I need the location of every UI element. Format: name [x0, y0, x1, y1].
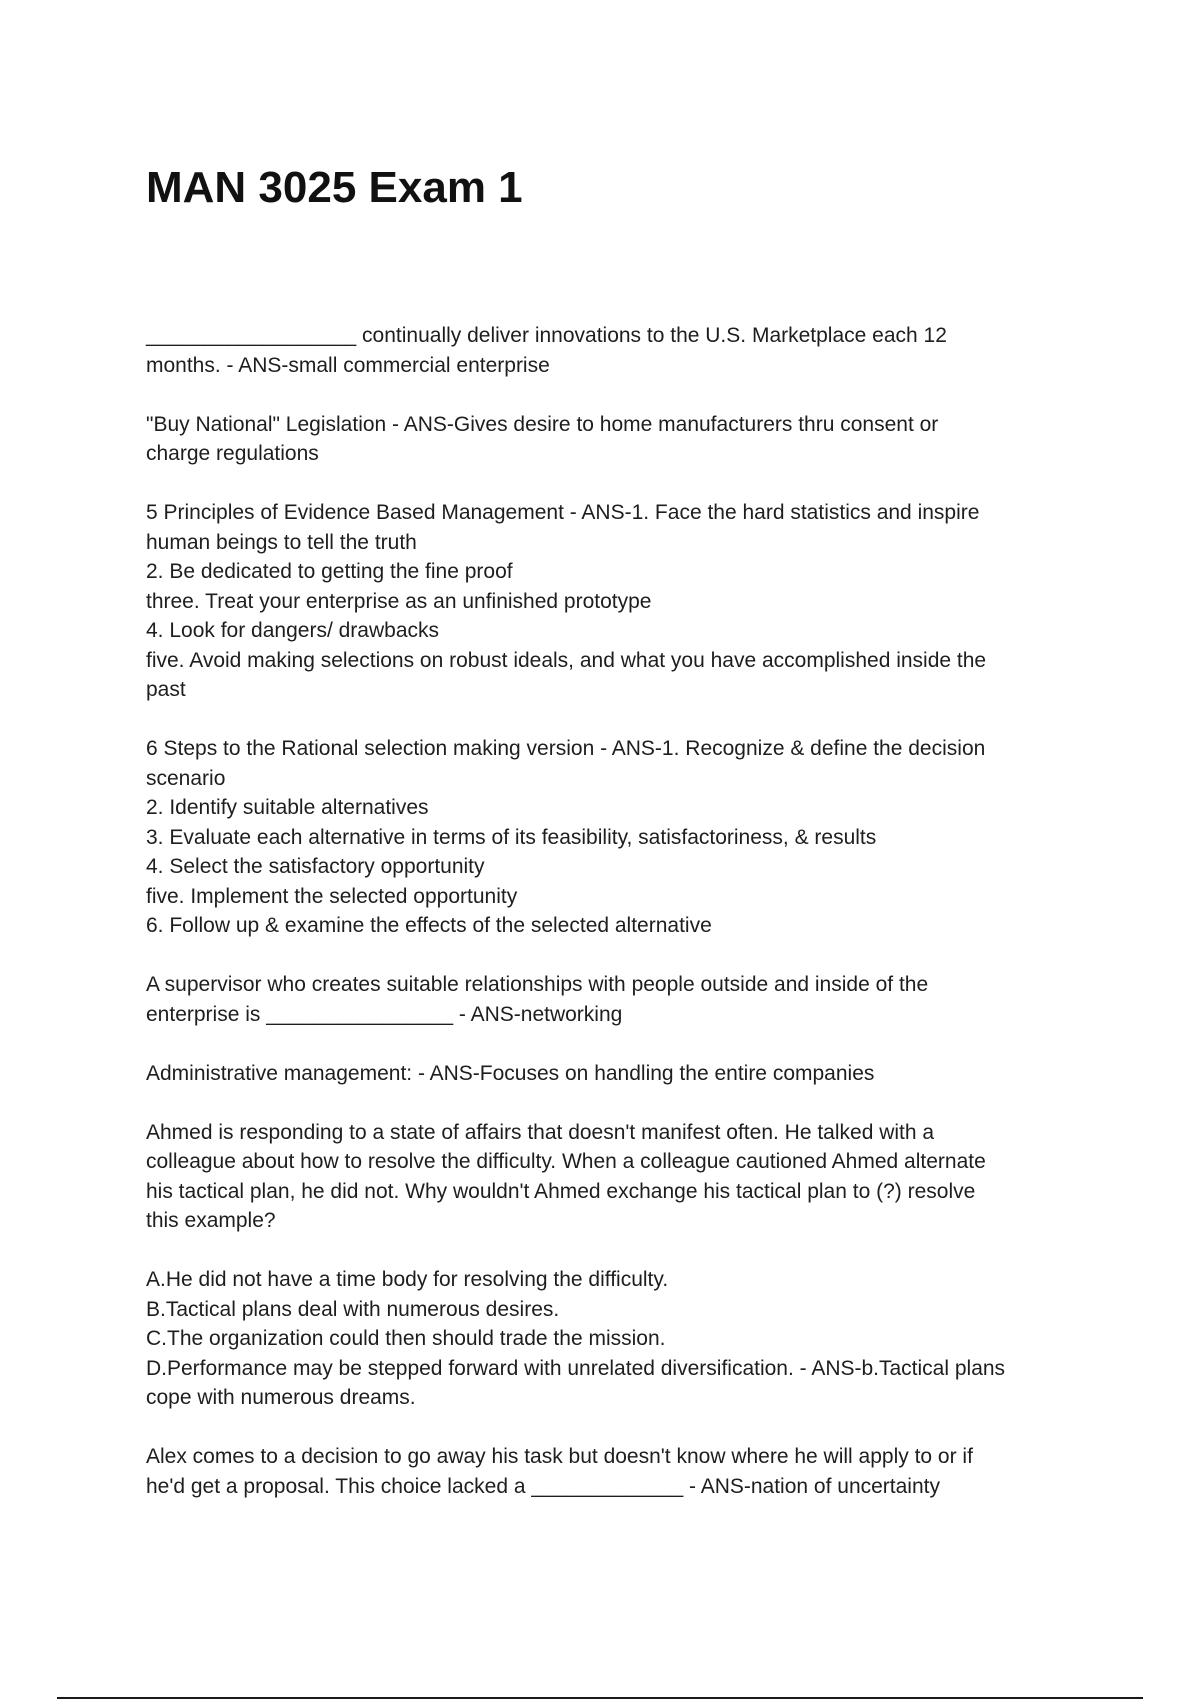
qa-entry [146, 1059, 1076, 1089]
entry-line: 2. Identify suitable alternatives [146, 796, 429, 819]
entry-line: "Buy National" Legislation - ANS-Gives desire to home manufacturers thru consent or [146, 412, 939, 436]
entry-line: Ahmed is responding to a state of affairs that doesn't manifest often. He talked with a [146, 1120, 935, 1144]
qa-entry [146, 1118, 1076, 1236]
entry-line: colleague about how to resolve the difficulty. When a colleague cautioned Ahmed alternate [146, 1150, 986, 1173]
entry-line: five. Avoid making selections on robust ideals, and what you have accomplished inside the [146, 648, 987, 672]
entry-line: Alex comes to a decision to go away his task but doesn't know where he will apply to or if [146, 1445, 973, 1468]
entry-line: human beings to tell the truth [146, 530, 417, 554]
entry-line: C.The organization could then should trade the mission. [146, 1327, 666, 1350]
qa-entry [146, 321, 1076, 380]
qa-entry [146, 970, 1076, 1029]
entry-line: Administrative management: - ANS-Focuses on handling the entire companies [146, 1061, 875, 1085]
entry-line: 6 Steps to the Rational selection making version - ANS-1. Recognize & define the decision [146, 737, 986, 760]
qa-entry [146, 1442, 1076, 1501]
entry-line: he'd get a proposal. This choice lacked a _____________ - ANS-nation of uncertainty [146, 1474, 940, 1498]
entry-line: three. Treat your enterprise as an unfinished prototype [146, 589, 652, 613]
entry-line: 3. Evaluate each alternative in terms of its feasibility, satisfactoriness, & results [146, 825, 877, 849]
entry-line: charge regulations [146, 442, 319, 465]
entry-line: past [146, 678, 186, 701]
entry-line: 6. Follow up & examine the effects of the selected alternative [146, 914, 712, 937]
qa-entry [146, 410, 1076, 469]
entry-line: cope with numerous dreams. [146, 1386, 416, 1409]
footer-divider [57, 1697, 1143, 1699]
entry-line: 4. Select the satisfactory opportunity [146, 855, 485, 878]
entry-line: enterprise is ________________ - ANS-networking [146, 1002, 623, 1026]
entry-line: months. - ANS-small commercial enterprise [146, 353, 550, 377]
qa-entry [146, 498, 1076, 705]
entry-line: five. Implement the selected opportunity [146, 884, 518, 908]
entry-line: scenario [146, 766, 226, 790]
document-body [146, 321, 1076, 1531]
entry-line: 4. Look for dangers/ drawbacks [146, 619, 439, 642]
entry-line: A.He did not have a time body for resolving the difficulty. [146, 1268, 669, 1291]
entry-line: 5 Principles of Evidence Based Management - ANS-1. Face the hard statistics and inspire [146, 501, 980, 524]
entry-line: this example? [146, 1209, 276, 1232]
entry-line: __________________ continually deliver innovations to the U.S. Marketplace each 12 [146, 324, 947, 347]
document-title: MAN 3025 Exam 1 [146, 163, 523, 212]
entry-line: his tactical plan, he did not. Why wouldn't Ahmed exchange his tactical plan to (?) resolve [146, 1179, 976, 1203]
entry-line: 2. Be dedicated to getting the fine proof [146, 560, 513, 583]
qa-entry [146, 734, 1076, 941]
entry-line: A supervisor who creates suitable relationships with people outside and inside of the [146, 973, 929, 996]
entry-line: D.Performance may be stepped forward with unrelated diversification. - ANS-b.Tactical plans [146, 1356, 1006, 1380]
qa-entry [146, 1265, 1076, 1413]
entry-line: B.Tactical plans deal with numerous desires. [146, 1297, 560, 1321]
